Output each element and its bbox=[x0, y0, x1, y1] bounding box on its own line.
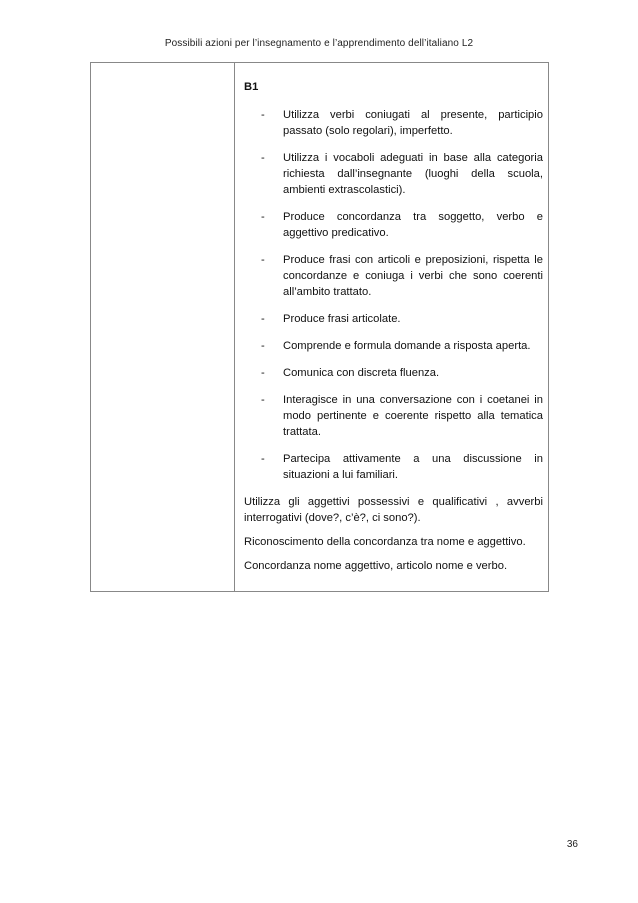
list-item: - Comunica con discreta fluenza. bbox=[261, 367, 440, 379]
list-item: - Partecipa attivamente a una discussione in situazioni a lui familiari. bbox=[261, 453, 543, 481]
competence-list bbox=[244, 107, 543, 483]
dash-bullet: - bbox=[261, 394, 265, 406]
page-header: Possibili azioni per l’insegnamento e l’apprendimento dell’italiano L2 bbox=[164, 38, 474, 49]
list-item: - Produce concordanza tra soggetto, verbo e aggettivo predicativo. bbox=[261, 211, 543, 239]
list-item: - Produce frasi con articoli e preposizioni, rispetta le concordanze e coniuga i verbi che sono coerenti all’ambito trattato. bbox=[261, 254, 543, 298]
dash-bullet: - bbox=[261, 152, 265, 164]
list-item: - Produce frasi articolate. bbox=[261, 313, 401, 325]
level-heading: B1 bbox=[244, 81, 259, 93]
page-number: 36 bbox=[566, 839, 578, 850]
list-item: - Utilizza i vocaboli adeguati in base alla categoria richiesta dall’insegnante (luoghi della scuola, ambienti extrascolastici). bbox=[261, 152, 543, 196]
paragraph: Riconoscimento della concordanza tra nome e aggettivo. bbox=[244, 536, 526, 548]
dash-bullet: - bbox=[261, 211, 265, 223]
content-table bbox=[90, 62, 549, 592]
list-item: - Comprende e formula domande a risposta aperta. bbox=[261, 340, 531, 352]
list-item: - Interagisce in una conversazione con i coetanei in modo pertinente e coerente rispetto alla tematica trattata. bbox=[261, 394, 543, 438]
dash-bullet: - bbox=[261, 453, 265, 465]
paragraph: Utilizza gli aggettivi possessivi e qualificativi , avverbi interrogativi (dove?, c’è?, ci sono?). bbox=[244, 496, 543, 524]
list-item: - Utilizza verbi coniugati al presente, participio passato (solo regolari), imperfetto. bbox=[261, 109, 543, 137]
dash-bullet: - bbox=[261, 340, 265, 352]
dash-bullet: - bbox=[261, 313, 265, 325]
dash-bullet: - bbox=[261, 109, 265, 121]
table-cell-content bbox=[244, 79, 543, 582]
dash-bullet: - bbox=[261, 367, 265, 379]
paragraph: Concordanza nome aggettivo, articolo nome e verbo. bbox=[244, 560, 508, 572]
column-divider bbox=[234, 63, 235, 591]
dash-bullet: - bbox=[261, 254, 265, 266]
